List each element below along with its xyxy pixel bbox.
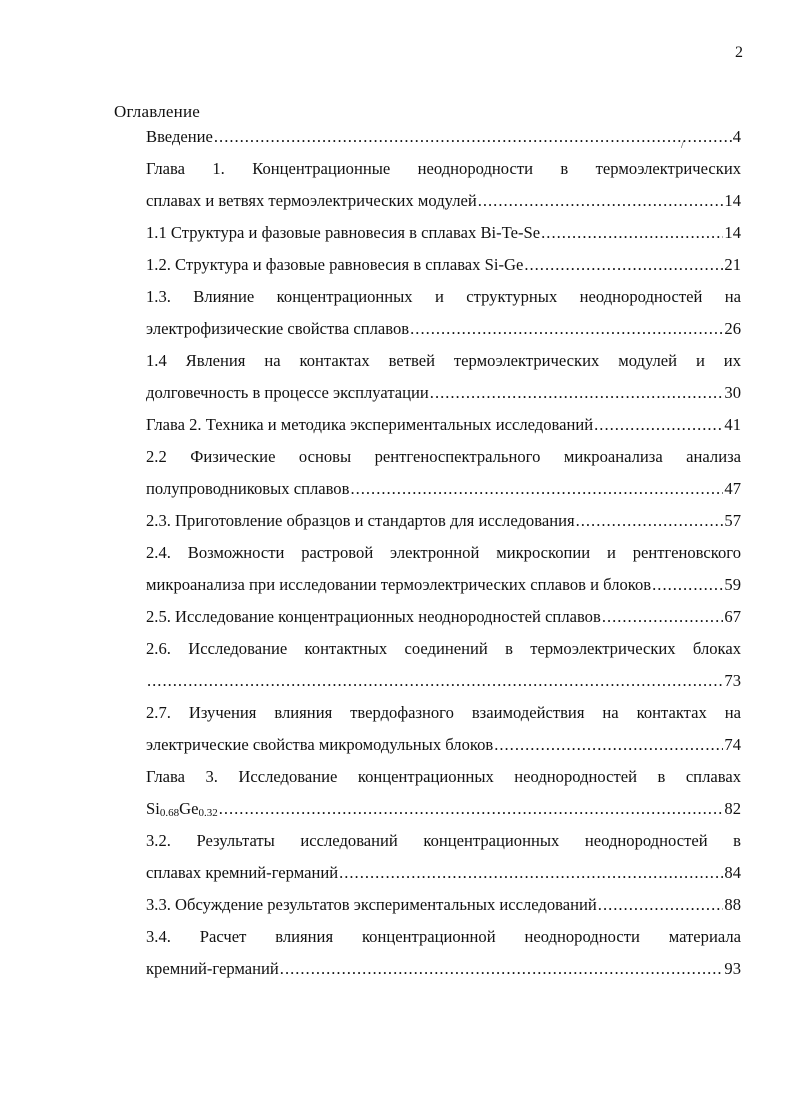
toc-entry[interactable]	[146, 409, 741, 441]
toc-leader-line	[146, 505, 741, 537]
toc-leader-line	[146, 729, 741, 761]
toc-page-number: 26	[724, 319, 741, 338]
dot-leader	[147, 665, 723, 697]
toc-entry-title: кремний-германий	[146, 959, 279, 978]
toc-page-number: 88	[724, 895, 741, 914]
toc-page-number: 93	[724, 959, 741, 978]
toc-entry[interactable]	[146, 697, 741, 761]
toc-page-number: 84	[724, 863, 741, 882]
toc-entry-title: 2.5. Исследование концентрационных неоднородностей сплавов	[146, 607, 601, 626]
dot-leader	[430, 377, 724, 409]
toc-leader-line	[146, 409, 741, 441]
dot-leader	[598, 889, 724, 921]
toc-entry-title: Глава 2. Техника и методика экспериментальных исследований	[146, 415, 594, 434]
toc-entry[interactable]	[146, 537, 741, 601]
toc-page-number: 21	[724, 255, 741, 274]
dot-leader	[541, 217, 723, 249]
toc-entry-title: 1.1 Структура и фазовые равновесия в сплавах Bi-Te-Se	[146, 223, 541, 242]
toc-entry[interactable]	[146, 281, 741, 345]
toc-entry[interactable]	[146, 601, 741, 633]
toc-entry-text: 1.3. Влияние концентрационных и структурных неоднородностей на	[146, 287, 741, 306]
toc-page-number: 14	[724, 223, 741, 242]
dot-leader	[478, 185, 724, 217]
dot-leader	[410, 313, 723, 345]
toc-page-number: 14	[724, 191, 741, 210]
toc-entry-text: 1.4 Явления на контактах ветвей термоэлектрических модулей и их	[146, 351, 741, 370]
toc-entry-title: 2.3. Приготовление образцов и стандартов для исследования	[146, 511, 575, 530]
toc-page-number: 73	[724, 671, 741, 690]
toc-entry-text: 2.2 Физические основы рентгеноспектрального микроанализа анализа	[146, 447, 741, 466]
toc-leader-line	[146, 249, 741, 281]
toc-entry-text: 2.7. Изучения влияния твердофазного взаимодействия на контактах на	[146, 703, 741, 722]
toc-entry[interactable]	[146, 153, 741, 217]
toc-leader-line	[146, 793, 741, 825]
toc-page-number: 41	[724, 415, 741, 434]
dot-leader	[594, 409, 723, 441]
toc-page-number: 30	[724, 383, 741, 402]
table-of-contents	[146, 121, 741, 985]
toc-title: Оглавление	[114, 102, 200, 121]
toc-leader-line	[146, 953, 741, 985]
toc-entry-title: долговечность в процессе эксплуатации	[146, 383, 429, 402]
dot-leader	[524, 249, 723, 281]
toc-leader-line	[146, 473, 741, 505]
dot-leader	[339, 857, 723, 889]
dot-leader	[652, 569, 723, 601]
toc-entry-text: Глава 3. Исследование концентрационных неоднородностей в сплавах	[146, 767, 741, 786]
toc-entry[interactable]	[146, 825, 741, 889]
toc-entry[interactable]	[146, 505, 741, 537]
dot-leader	[494, 729, 723, 761]
toc-entry[interactable]	[146, 121, 741, 153]
toc-entry[interactable]	[146, 889, 741, 921]
toc-entry[interactable]	[146, 921, 741, 985]
toc-page-number: 59	[724, 575, 741, 594]
pen-mark: /	[681, 140, 684, 151]
toc-entry-title: Введение	[146, 127, 213, 146]
dot-leader	[214, 121, 732, 153]
toc-leader-line	[146, 569, 741, 601]
toc-entry-title: сплавах и ветвях термоэлектрических модулей	[146, 191, 477, 210]
toc-entry[interactable]	[146, 633, 741, 697]
toc-entry[interactable]	[146, 345, 741, 409]
toc-entry-title: полупроводниковых сплавов	[146, 479, 350, 498]
toc-entry-text: 3.4. Расчет влияния концентрационной неоднородности материала	[146, 927, 741, 946]
toc-entry-text: 3.2. Результаты исследований концентрационных неоднородностей в	[146, 831, 741, 850]
toc-page-number: 82	[724, 799, 741, 818]
toc-page-number: 4	[732, 127, 741, 146]
toc-leader-line	[146, 217, 741, 249]
page-number: 2	[735, 44, 743, 61]
toc-entry-title: микроанализа при исследовании термоэлектрических сплавов и блоков	[146, 575, 652, 594]
toc-leader-line	[146, 377, 741, 409]
dot-leader	[350, 473, 723, 505]
toc-leader-line	[146, 121, 741, 153]
toc-entry-title: 3.3. Обсуждение результатов экспериментальных исследований	[146, 895, 597, 914]
toc-entry-title: сплавах кремний-германий	[146, 863, 339, 882]
toc-entry-text: Глава 1. Концентрационные неоднородности в термоэлектрических	[146, 159, 741, 178]
toc-entry-text: 2.6. Исследование контактных соединений в термоэлектрических блоках	[146, 639, 741, 658]
toc-leader-line	[146, 857, 741, 889]
toc-leader-line	[146, 313, 741, 345]
toc-entry-title: электрические свойства микромодульных блоков	[146, 735, 494, 754]
dot-leader	[280, 953, 724, 985]
toc-leader-line	[146, 665, 741, 697]
toc-entry-title: электрофизические свойства сплавов	[146, 319, 410, 338]
toc-entry[interactable]	[146, 441, 741, 505]
toc-entry-formula: Si0.68Ge0.32	[146, 799, 218, 819]
toc-entry[interactable]	[146, 761, 741, 825]
dot-leader	[219, 793, 724, 825]
toc-entry[interactable]	[146, 249, 741, 281]
toc-entry[interactable]	[146, 217, 741, 249]
dot-leader	[602, 601, 724, 633]
toc-page-number: 57	[724, 511, 741, 530]
toc-page-number: 74	[724, 735, 741, 754]
toc-entry-text: 2.4. Возможности растровой электронной микроскопии и рентгеновского	[146, 543, 741, 562]
dot-leader	[576, 505, 724, 537]
toc-entry-title: 1.2. Структура и фазовые равновесия в сплавах Si-Ge	[146, 255, 524, 274]
toc-page-number: 67	[724, 607, 741, 626]
toc-leader-line	[146, 601, 741, 633]
toc-leader-line	[146, 185, 741, 217]
toc-page-number: 47	[724, 479, 741, 498]
toc-leader-line	[146, 889, 741, 921]
